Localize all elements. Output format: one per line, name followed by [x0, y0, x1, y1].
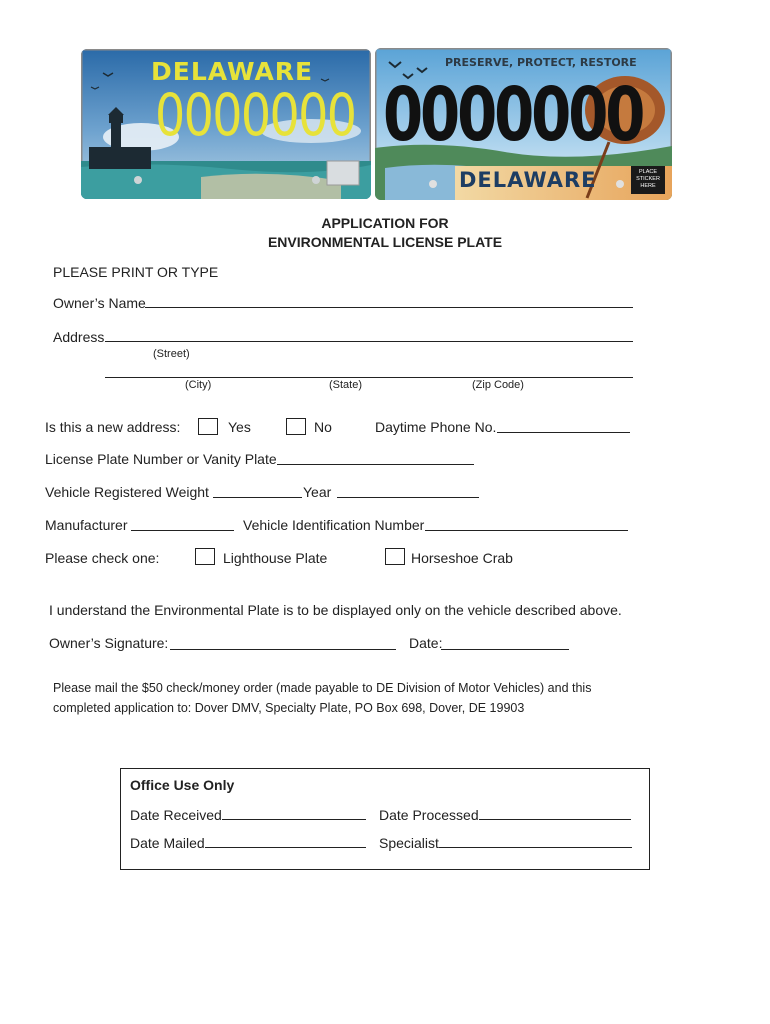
owner-name-label: Owner’s Name — [53, 295, 146, 311]
vin-field[interactable] — [425, 530, 628, 531]
no-label: No — [314, 419, 332, 435]
city-state-zip-field[interactable] — [105, 377, 633, 378]
zip-caption: (Zip Code) — [472, 379, 524, 391]
check-one-label: Please check one: — [45, 550, 160, 566]
date-label: Date: — [409, 635, 443, 651]
date-field[interactable] — [441, 649, 569, 650]
year-field[interactable] — [337, 497, 479, 498]
lighthouse-plate-image — [81, 49, 371, 199]
date-mailed-label: Date Mailed — [130, 835, 205, 851]
office-use-box — [120, 768, 650, 870]
horseshoe-plate-state: DELAWARE — [459, 168, 597, 192]
specialist-label: Specialist — [379, 835, 439, 851]
street-field[interactable] — [105, 341, 633, 342]
horseshoe-checkbox[interactable] — [385, 548, 405, 565]
signature-label: Owner’s Signature: — [49, 635, 169, 651]
signature-field[interactable] — [170, 649, 396, 650]
weight-field[interactable] — [213, 497, 302, 498]
lighthouse-plate-state: DELAWARE — [151, 57, 314, 86]
city-caption: (City) — [185, 379, 212, 391]
horseshoe-plate-slogan: PRESERVE, PROTECT, RESTORE — [445, 56, 637, 69]
date-received-field[interactable] — [222, 819, 366, 820]
vin-label: Vehicle Identification Number — [243, 517, 425, 533]
print-instruction: PLEASE PRINT OR TYPE — [53, 264, 219, 280]
year-label: Year — [303, 484, 332, 500]
manufacturer-label: Manufacturer — [45, 517, 128, 533]
date-processed-label: Date Processed — [379, 807, 479, 823]
understand-statement: I understand the Environmental Plate is to be displayed only on the vehicle described above. — [49, 602, 622, 618]
manufacturer-field[interactable] — [131, 530, 234, 531]
form-title-line2: ENVIRONMENTAL LICENSE PLATE — [267, 234, 503, 250]
office-use-heading: Office Use Only — [130, 777, 235, 793]
plate-number-field[interactable] — [277, 464, 474, 465]
specialist-field[interactable] — [439, 847, 632, 848]
lighthouse-option-label: Lighthouse Plate — [223, 550, 328, 566]
plate-number-label: License Plate Number or Vanity Plate — [45, 451, 277, 467]
address-label: Address — [53, 329, 105, 345]
street-caption: (Street) — [153, 348, 190, 360]
horseshoe-option-label: Horseshoe Crab — [411, 550, 513, 566]
weight-label: Vehicle Registered Weight — [45, 484, 209, 500]
lighthouse-checkbox[interactable] — [195, 548, 215, 565]
no-checkbox[interactable] — [286, 418, 306, 435]
yes-label: Yes — [228, 419, 251, 435]
owner-name-field[interactable] — [145, 307, 633, 308]
horseshoe-plate-image — [375, 48, 672, 200]
date-processed-field[interactable] — [479, 819, 631, 820]
form-title-line1: APPLICATION FOR — [321, 215, 449, 231]
sticker-label: PLACE STICKER HERE — [636, 169, 660, 189]
lighthouse-plate-number: 0000000 — [155, 81, 356, 149]
phone-label: Daytime Phone No. — [375, 419, 497, 435]
date-received-label: Date Received — [130, 807, 222, 823]
mail-instruction-line2: completed application to: Dover DMV, Specialty Plate, PO Box 698, Dover, DE 19903 — [53, 701, 525, 715]
phone-field[interactable] — [497, 432, 630, 433]
new-address-label: Is this a new address: — [45, 419, 181, 435]
horseshoe-plate-number: 0000000 — [383, 72, 643, 158]
date-mailed-field[interactable] — [205, 847, 366, 848]
mail-instruction-line1: Please mail the $50 check/money order (made payable to DE Division of Motor Vehicles) and this — [53, 681, 592, 695]
yes-checkbox[interactable] — [198, 418, 218, 435]
state-caption: (State) — [329, 379, 363, 391]
